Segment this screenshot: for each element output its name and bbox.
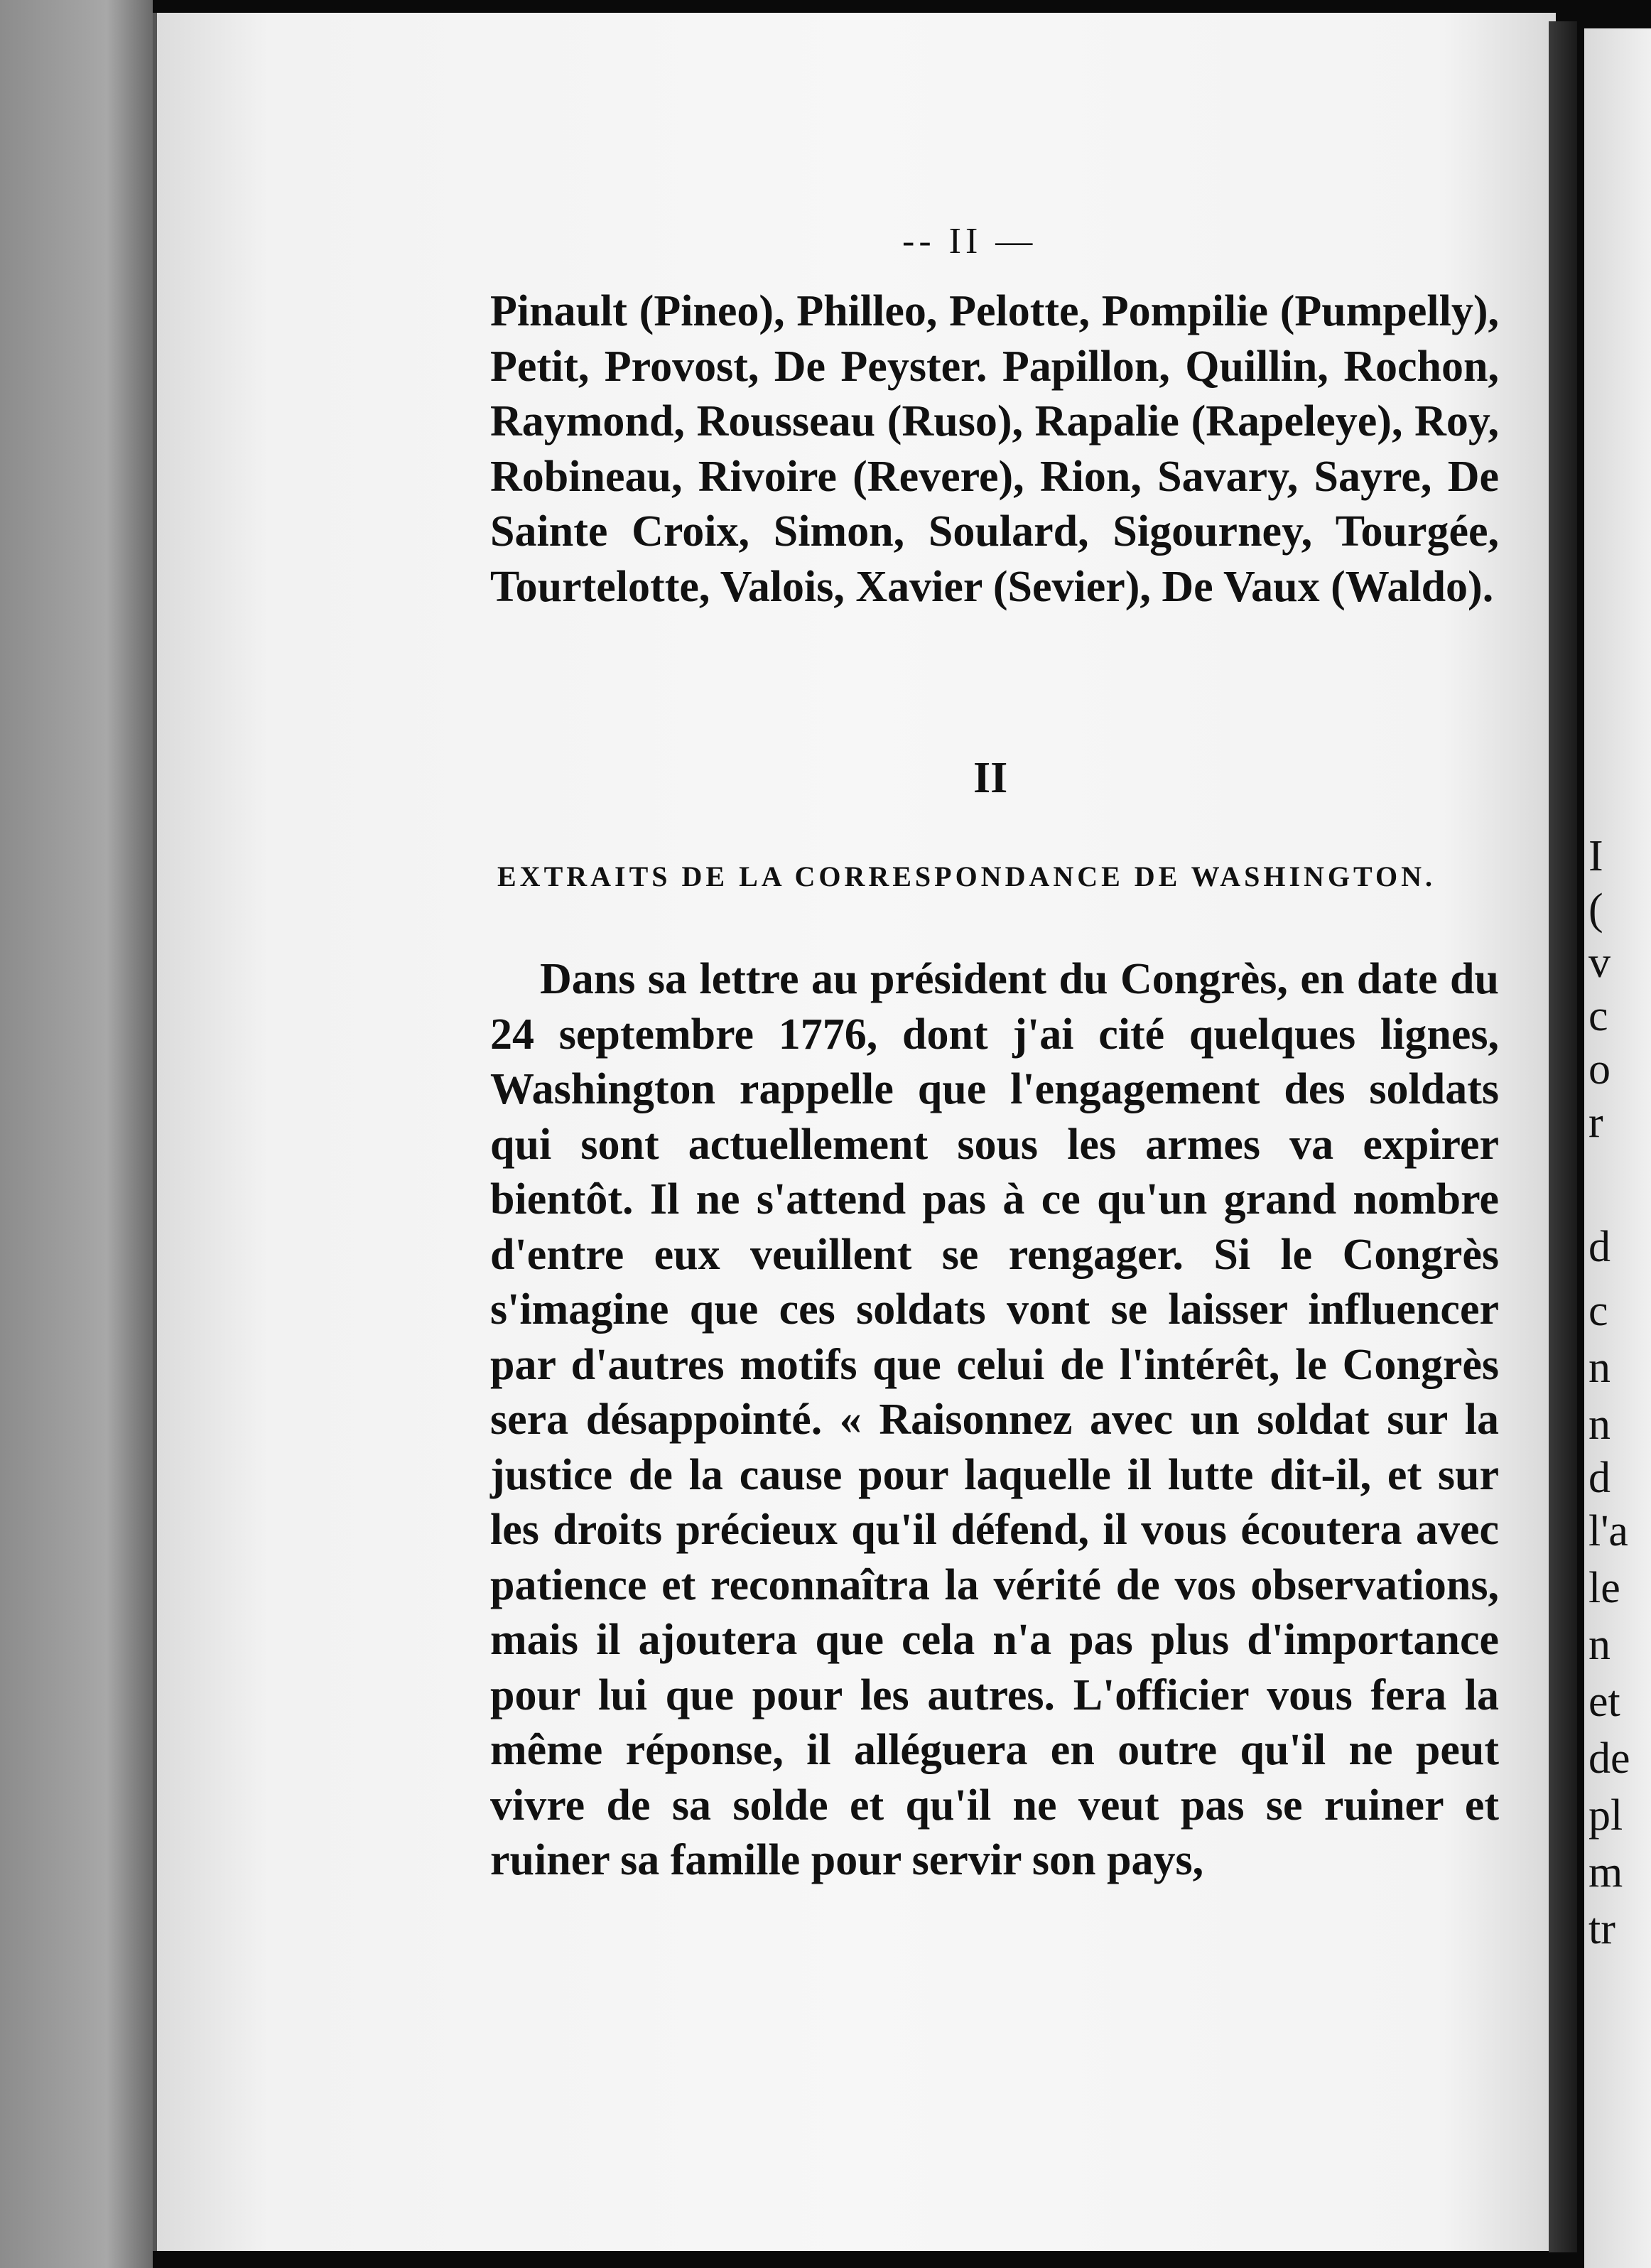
paragraph-surname-list: Pinault (Pineo), Philleo, Pelotte, Pompilie (Pumpelly), Petit, Provost, De Peyster. Papillon, Quillin, Rochon, Raymond, Rousseau (Ruso), Rapalie (Rapeleye), Roy, Robineau, Rivoire (Revere), Rion, Savary, Sayre, De Sainte Croix, Simon, Soulard, Sigourney, Tourgée, Tourtelotte, Valois, Xavier (Sevier), De Vaux (Waldo). <box>490 287 1499 611</box>
section-title: EXTRAITS DE LA CORRESPONDANCE DE WASHINGTON. <box>497 860 1436 892</box>
facing-page-fragment: n <box>1588 1400 1611 1449</box>
facing-page-fragment: d <box>1588 1454 1611 1502</box>
facing-page-fragment: v <box>1588 939 1611 987</box>
facing-page-edge <box>1584 28 1651 2268</box>
facing-page-fragment: m <box>1588 1848 1623 1896</box>
facing-page-fragment: c <box>1588 1287 1608 1335</box>
facing-page-fragment: n <box>1588 1344 1611 1392</box>
facing-page-fragment: de <box>1588 1734 1630 1783</box>
facing-page-fragment: et <box>1588 1678 1620 1726</box>
scan-left-edge <box>0 0 153 2268</box>
facing-page-fragment: tr <box>1588 1905 1615 1953</box>
facing-page-fragment: d <box>1588 1223 1611 1271</box>
facing-page-fragment: pl <box>1588 1791 1623 1840</box>
facing-page-fragment: c <box>1588 992 1608 1040</box>
facing-page-fragment: I <box>1588 832 1603 880</box>
paragraph-washington-letter: Dans sa lettre au président du Congrès, en date du 24 septembre 1776, dont j'ai cité quelques lignes, Washington rappelle que l'engagement des soldats qui sont actuellement sous les armes va expirer bientôt. Il ne s'attend pas à ce qu'un grand nombre d'entre eux veuillent se rengager. Si le Congrès s'imagine que ces soldats vont se laisser influencer par d'autres motifs que celui de l'intérêt, le Congrès sera désappointé. « Raisonnez avec un soldat sur la justice de la cause pour laquelle il lutte dit-il, et sur les droits précieux qu'il défend, il vous écoutera avec patience et reconnaîtra la vérité de vos observations, mais il ajoutera que cela n'a pas plus d'importance pour lui que pour les autres. L'officier vous fera la même réponse, il alléguera en outre qu'il ne peut vivre de sa solde et qu'il ne veut pas se ruiner et ruiner sa famille pour servir son pays, <box>490 955 1499 1884</box>
facing-page-fragment: le <box>1588 1564 1620 1612</box>
facing-page-fragment: l'a <box>1588 1507 1628 1555</box>
facing-page-fragment: ( <box>1588 885 1603 934</box>
running-head: -- II — <box>902 221 1037 261</box>
facing-page-fragment: r <box>1588 1098 1603 1147</box>
section-number: II <box>973 754 1008 802</box>
facing-page-fragment: n <box>1588 1621 1611 1669</box>
page-gutter <box>1549 21 1577 2252</box>
facing-page-fragment: o <box>1588 1045 1611 1094</box>
